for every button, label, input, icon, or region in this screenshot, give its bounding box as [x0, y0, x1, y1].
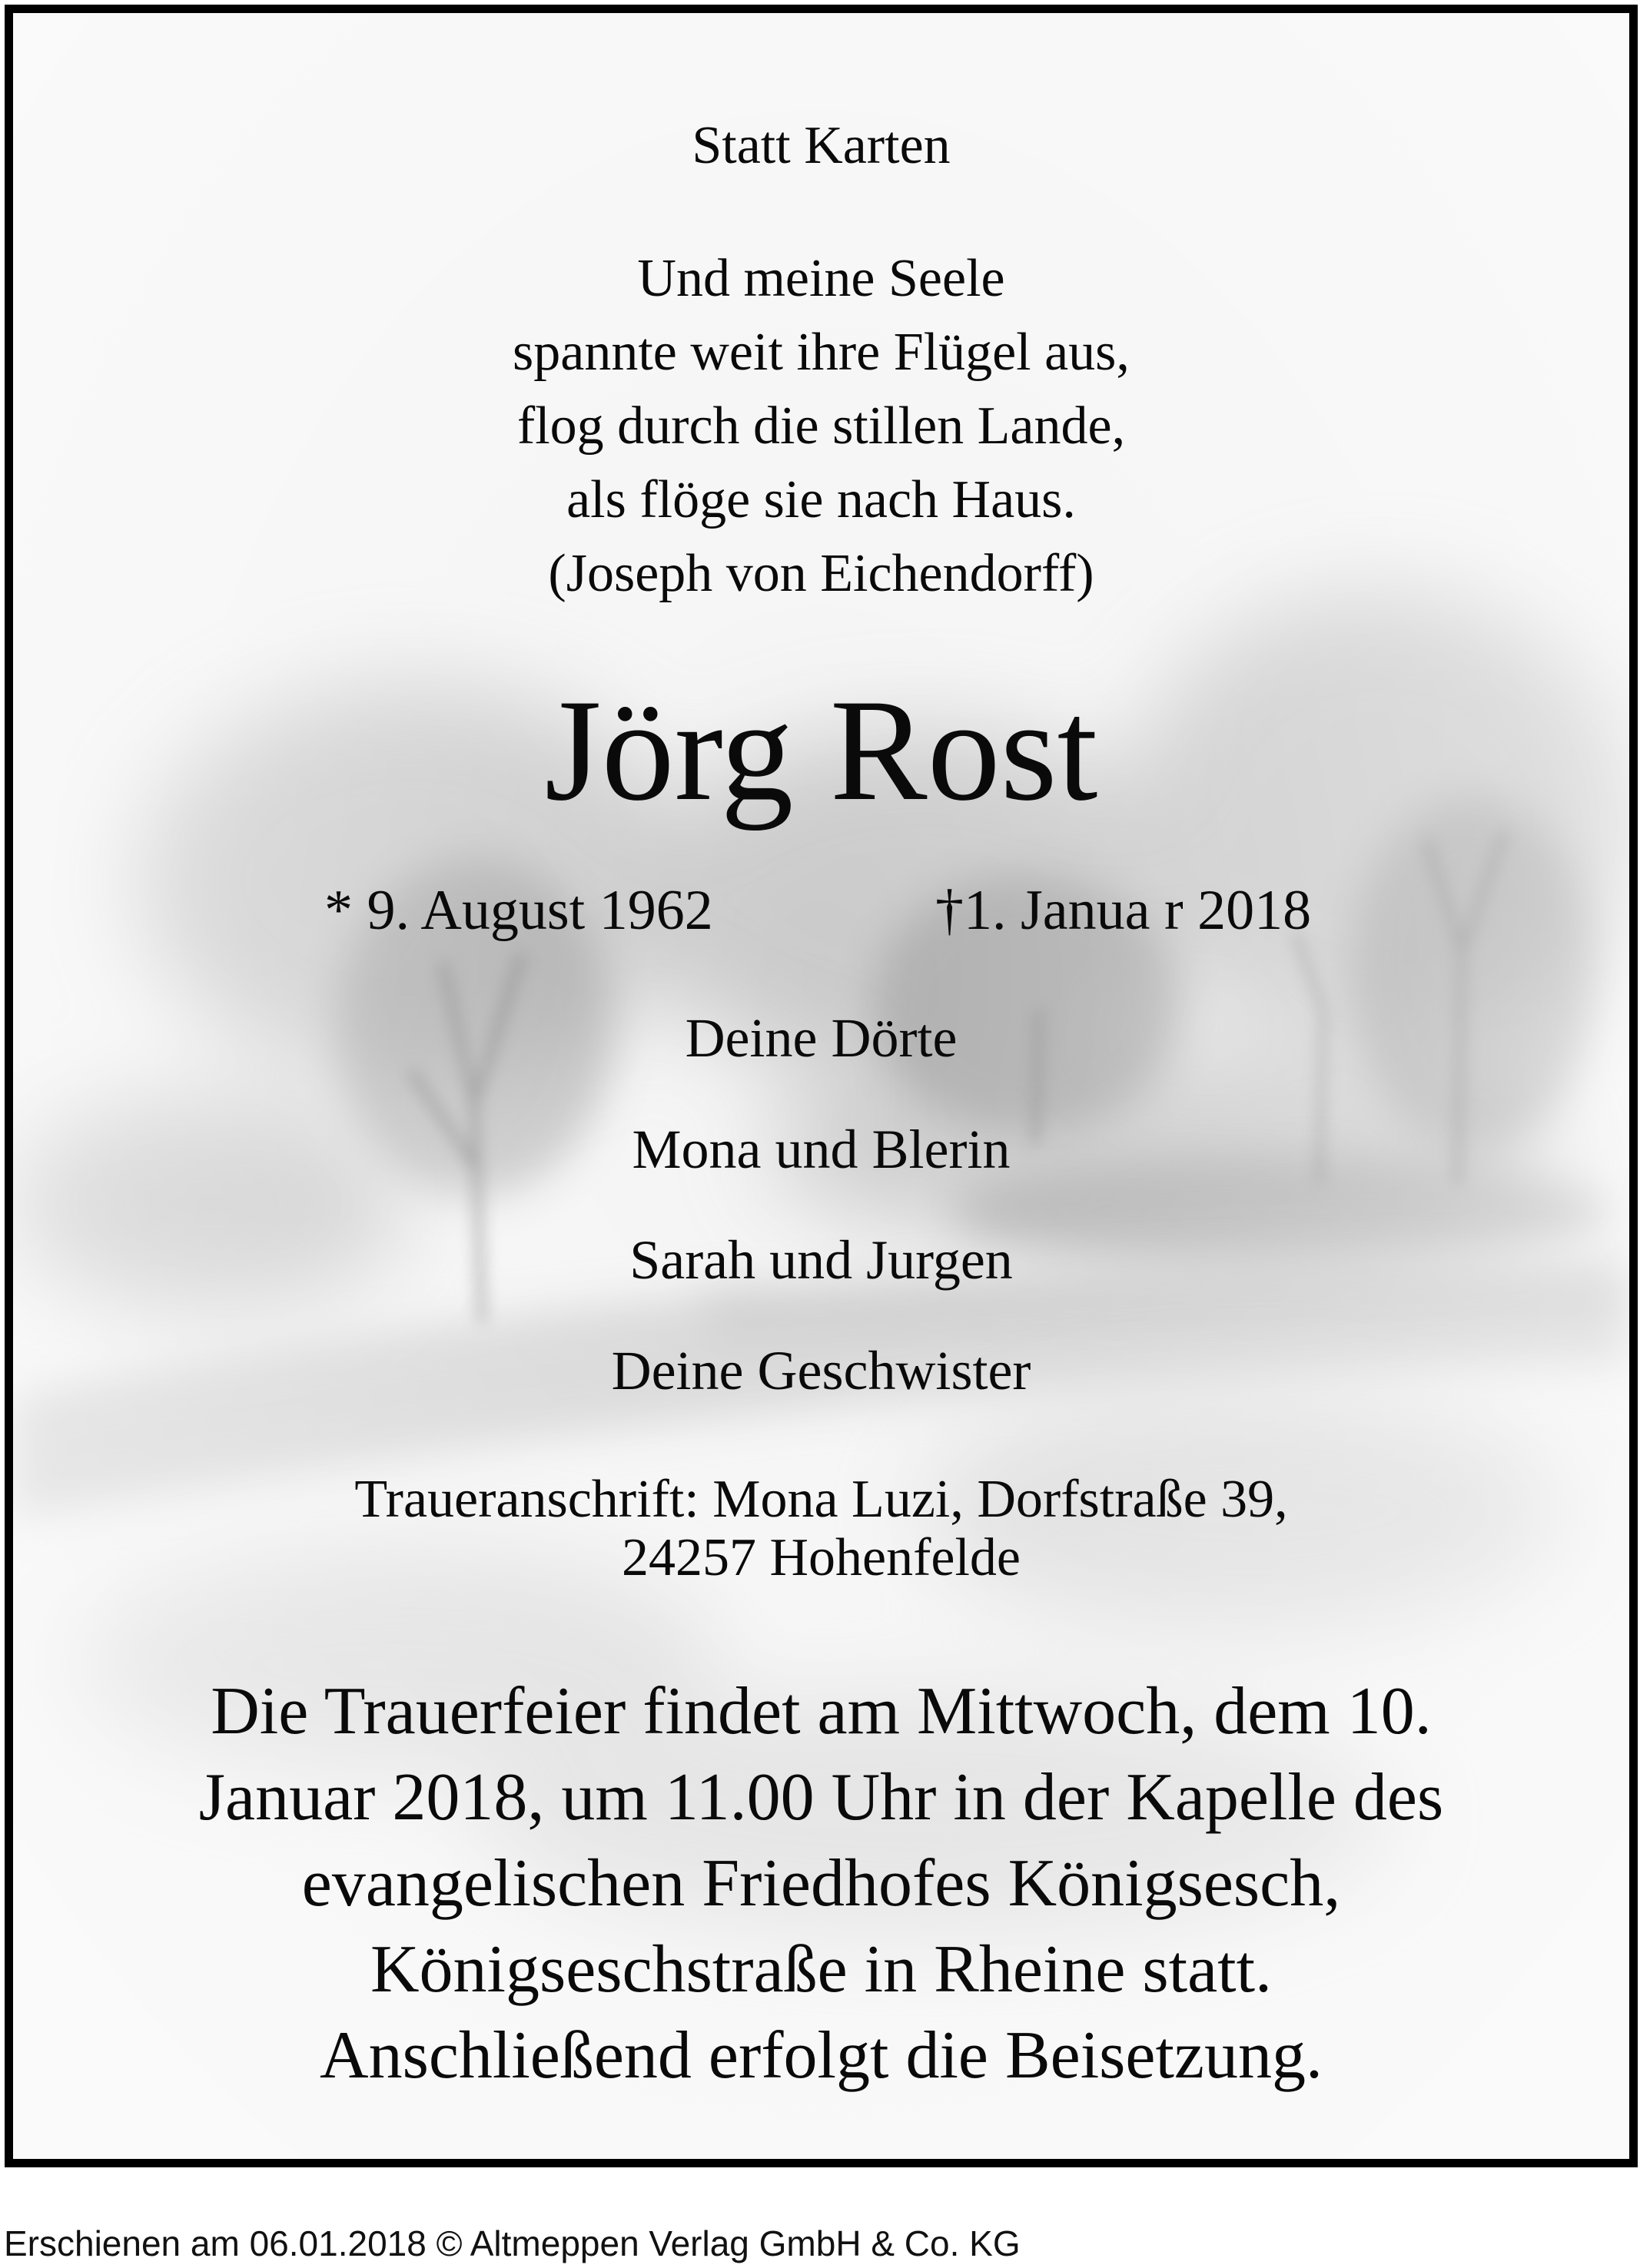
obituary-notice: [5, 5, 1638, 2167]
mourner-line: Mona und Blerin: [632, 1119, 1011, 1180]
mourner-line: Deine Geschwister: [611, 1340, 1031, 1401]
poem-line: als flöge sie nach Haus.: [566, 470, 1076, 529]
life-dates: [13, 875, 1629, 946]
address-line: 24257 Hohenfelde: [621, 1528, 1021, 1587]
funeral-line: Anschließend erfolgt die Beisetzung.: [320, 2018, 1323, 2093]
funeral-line: evangelischen Friedhofes Königsesch,: [301, 1846, 1341, 1921]
header-statt-karten: Statt Karten: [692, 116, 951, 175]
poem-line: spannte weit ihre Flügel aus,: [513, 323, 1130, 382]
poem-line: flog durch die stillen Lande,: [516, 396, 1126, 456]
poem-author: (Joseph von Eichendorff): [548, 544, 1094, 603]
mourning-address: [13, 1471, 1629, 1587]
funeral-line: Königseschstraße in Rheine statt.: [370, 1932, 1273, 2007]
notice-content: [13, 13, 1629, 2159]
poem: [13, 242, 1629, 611]
address-line: Traueranschrift: Mona Luzi, Dorfstraße 39,: [354, 1470, 1288, 1529]
funeral-details: [13, 1669, 1629, 2099]
deceased-name: Jörg Rost: [544, 670, 1098, 831]
death-date: †1. Janua r 2018: [935, 879, 1312, 942]
funeral-line: Die Trauerfeier findet am Mittwoch, dem 10.: [211, 1674, 1432, 1749]
publication-footer: Erschienen am 06.01.2018 © Altmeppen Verlag GmbH & Co. KG: [4, 2223, 1021, 2263]
mourner-line: Deine Dörte: [685, 1007, 958, 1069]
birth-date: * 9. August 1962: [324, 879, 713, 942]
funeral-line: Januar 2018, um 11.00 Uhr in der Kapelle des: [198, 1760, 1444, 1835]
mourner-line: Sarah und Jurgen: [629, 1229, 1013, 1291]
poem-line: Und meine Seele: [637, 249, 1005, 308]
